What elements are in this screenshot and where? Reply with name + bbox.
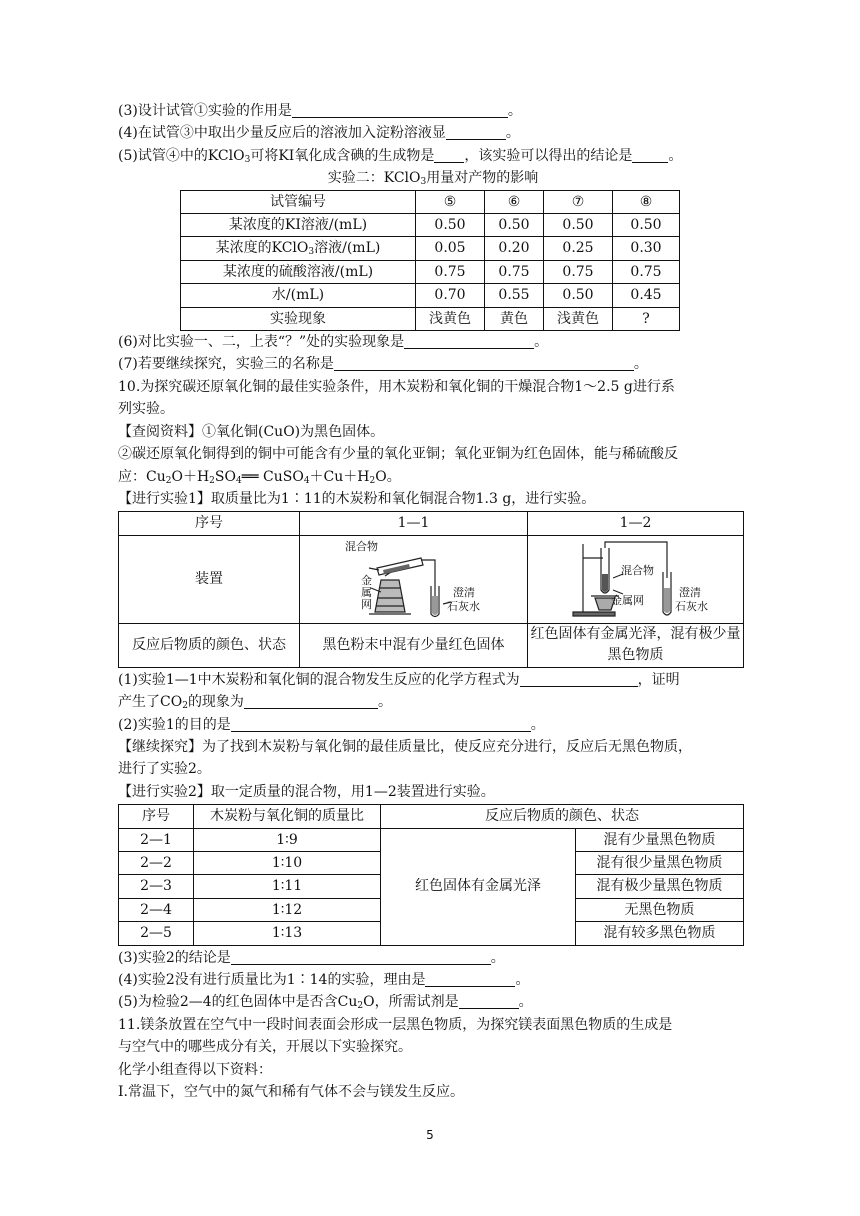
q10-info-3: 应：$Cu_2O+H_2SO_4══$ $CuSO_4+Cu+H_2O$。 (118, 468, 401, 486)
table-row: 序号 1—1 1—2 (119, 512, 744, 535)
page-content (118, 100, 748, 1103)
q11-intro-1: 11.镁条放置在空气中一段时间表面会形成一层黑色物质，为探究镁表面黑色物质的生成是 (118, 1016, 673, 1033)
apparatus-figure-1-1 (300, 535, 528, 623)
q11-info-1: Ⅰ.常温下，空气中的氮气和稀有气体不会与镁发生反应。 (118, 1084, 464, 1101)
q10-exp1-title: 【进行实验1】取质量比为1∶11的木炭粉和氧化铜混合物1.3 g，进行实验。 (118, 490, 596, 507)
page-number: 5 (426, 1128, 434, 1142)
q11-intro-2: 与空气中的哪些成分有关，开展以下实验探究。 (118, 1039, 412, 1056)
q9-6-line: (6)对比实验一、二，上表“？”处的实验现象是 。 (118, 334, 549, 351)
table-row: 2—3 1∶11 混有极少量黑色物质 (119, 875, 744, 898)
q10-5-line: (5)为检验2—4的红色固体中是否含$Cu_2O$，所需试剂是 。 (118, 994, 533, 1012)
q10-continue-2: 进行了实验2。 (118, 761, 211, 778)
table-row: 某浓度的硫酸溶液/(mL) 0.75 0.75 0.75 0.75 (181, 260, 680, 283)
q10-2-line: (2)实验1的目的是 。 (118, 716, 545, 733)
table-row: 2—4 1∶12 无黑色物质 (119, 898, 744, 921)
table-row: 2—5 1∶13 混有较多黑色物质 (119, 922, 744, 945)
label-metal-1: 金 (360, 574, 372, 588)
table-row: 反应后物质的颜色、状态 黑色粉末中混有少量红色固体 红色固体有金属光泽，混有极少量黑色物质 (119, 623, 744, 667)
q10-info-2: ②碳还原氧化铜得到的铜中可能含有少量的氧化亚铜；氧化亚铜为红色固体，能与稀硫酸反 (118, 446, 678, 463)
q9-4-line: (4)在试管③中取出少量反应后的溶液加入淀粉溶液显 。 (118, 125, 520, 142)
answer-blank[interactable] (404, 333, 534, 349)
table-row: 水/(mL) 0.70 0.55 0.50 0.45 (181, 284, 680, 307)
answer-blank[interactable] (434, 147, 464, 163)
table-row: 装置 混合物 金 属 网 澄清 石灰水 混合物 金属网 澄清 石灰水 (119, 535, 744, 623)
q10-intro-2: 列实验。 (118, 401, 174, 418)
table-row: 序号 木炭粉与氧化铜的质量比 反应后物质的颜色、状态 (119, 805, 744, 828)
label-mixture: 混合物 (620, 564, 654, 578)
kclo3-table (180, 190, 680, 331)
q10-1-line-2: 产生了$CO_2$的现象为 。 (118, 694, 392, 712)
answer-blank[interactable] (520, 671, 638, 687)
table-row: 试管编号 ⑤ ⑥ ⑦ ⑧ (181, 190, 680, 213)
q10-1-line: (1)实验1—1中木炭粉和氧化铜的混合物发生反应的化学方程式为 ，证明 (118, 671, 680, 688)
label-lime-1: 澄清 (452, 586, 475, 600)
q10-4-line: (4)实验2没有进行质量比为1∶14的实验，理由是 。 (118, 972, 530, 988)
table-row: 2—2 1∶10 混有很少量黑色物质 (119, 851, 744, 874)
experiment-two-caption: 实验二：KClO$_3$用量对产物的影响 (327, 170, 539, 188)
answer-blank[interactable] (292, 102, 508, 118)
q9-3-line: (3)设计试管①实验的作用是 。 (118, 103, 522, 119)
label-mixture: 混合物 (344, 540, 378, 554)
apparatus-figure-1-2 (528, 535, 744, 623)
q10-3-line: (3)实验2的结论是 。 (118, 949, 505, 966)
answer-blank[interactable] (446, 124, 506, 140)
label-lime-2: 石灰水 (446, 600, 480, 614)
experiment-one-table (118, 511, 744, 667)
table-row: 某浓度的KI溶液/(mL) 0.50 0.50 0.50 0.50 (181, 214, 680, 237)
table-row: 实验现象 浅黄色 黄色 浅黄色 ? (181, 307, 680, 330)
q9-7-line: (7)若要继续探究，实验三的名称是 。 (118, 356, 648, 373)
q11-info-title: 化学小组查得以下资料： (118, 1061, 272, 1078)
apparatus-1-1-drawing (339, 538, 489, 620)
label-metal-mesh: 金属网 (610, 594, 644, 608)
label-metal-3: 网 (360, 598, 372, 612)
label-lime-2: 石灰水 (674, 600, 708, 614)
answer-blank[interactable] (231, 716, 531, 732)
label-lime-1: 澄清 (678, 586, 701, 600)
q9-5-line: (5)试管④中的KClO$_3$可将KI氧化成含碘的生成物是 ，该实验可以得出的结论是 。 (118, 147, 683, 165)
table-row: 某浓度的KClO$_3$溶液/(mL) 0.05 0.20 0.25 0.30 (181, 237, 680, 260)
answer-blank[interactable] (632, 147, 668, 163)
apparatus-1-2-drawing (551, 538, 721, 620)
answer-blank[interactable] (244, 693, 378, 709)
experiment-two-table (118, 804, 744, 945)
q10-intro-1: 10.为探究碳还原氧化铜的最佳实验条件，用木炭粉和氧化铜的干燥混合物1～2.5 g进行系 (118, 378, 675, 395)
q10-continue-1: 【继续探究】为了找到木炭粉与氧化铜的最佳质量比，使反应充分进行，反应后无黑色物质， (118, 738, 692, 755)
table-row: 2—1 1∶9 红色固体有金属光泽 混有少量黑色物质 (119, 828, 744, 851)
label-metal-2: 属 (360, 586, 372, 600)
answer-blank[interactable] (334, 355, 634, 371)
q10-info-1: 【查阅资料】①氧化铜(CuO)为黑色固体。 (118, 423, 385, 440)
answer-blank[interactable] (231, 949, 491, 965)
answer-blank[interactable] (425, 971, 515, 987)
q10-exp2-title: 【进行实验2】取一定质量的混合物，用1—2装置进行实验。 (118, 783, 495, 800)
answer-blank[interactable] (459, 993, 519, 1009)
